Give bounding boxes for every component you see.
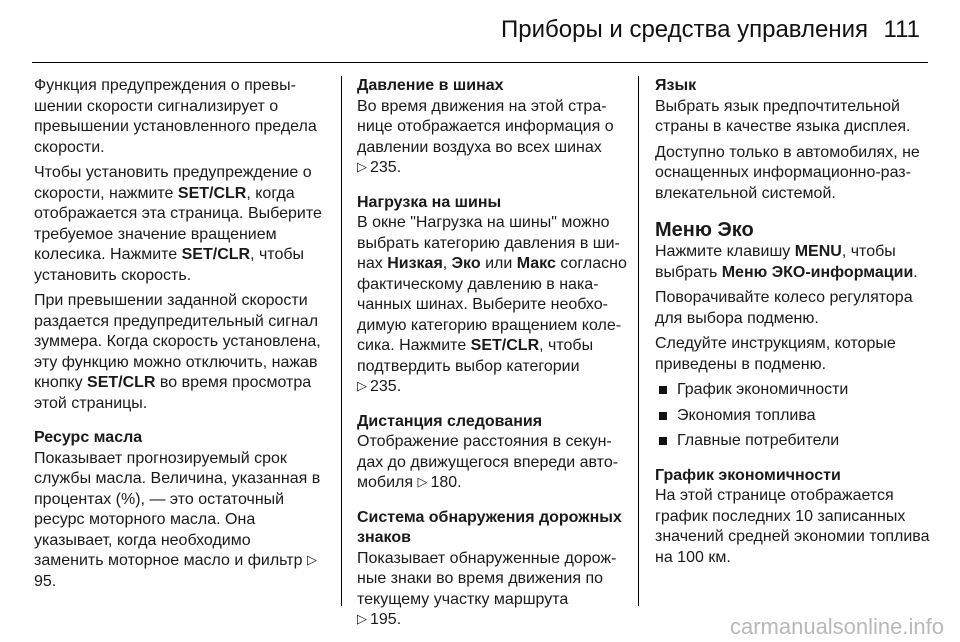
bullet-icon	[659, 412, 667, 420]
page-ref-icon: ▷	[417, 474, 428, 489]
bullet-icon	[659, 386, 667, 394]
page-ref-icon: ▷	[357, 378, 367, 393]
column-1	[34, 76, 324, 597]
speed-warning-setup: Чтобы установить предупреждение о скорости, нажмите SET/CLR, когда отображается эта страница. Выберите требуемое значение вращением колесика. Нажмите SET/CLR, чтобы установить скорость.	[34, 164, 322, 284]
set-clr-label: SET/CLR	[177, 184, 247, 202]
traffic-sign-text: Показывает обнаруженные дорожные знаки во время движения по текущему участку маршрута ▷ 195.	[357, 549, 617, 628]
eco-menu-heading: Меню Эко	[655, 219, 754, 241]
bullet-icon	[659, 437, 667, 445]
following-distance-heading: Дистанция следования	[357, 412, 543, 430]
page-title: Приборы и средства управления	[501, 16, 868, 43]
oil-life-heading: Ресурс масла	[34, 429, 143, 446]
page-number: 111	[883, 16, 920, 43]
tyre-load-heading: Нагрузка на шины	[357, 193, 502, 211]
page-ref-icon: ▷	[357, 159, 367, 174]
speed-warning-intro: Функция предупреждения о превышении скорости сигнализирует о превышении установленного предела скорости.	[34, 77, 317, 156]
speed-warning-alarm: При превышении заданной скорости раздается предупредительный сигнал зуммера. Когда скорость установлена, эту функцию можно отключить, нажав кнопку SET/CLR во время просмотра этой страницы.	[34, 292, 321, 412]
eco-menu-rotate: Поворачивайте колесо регулятора для выбора подменю.	[655, 289, 913, 327]
eco-menu-follow: Следуйте инструкциям, которые приведены в подменю.	[655, 335, 896, 373]
language-text: Выбрать язык предпочтительной страны в качестве языка дисплея.	[655, 97, 911, 135]
language-heading: Язык	[655, 77, 697, 94]
page-ref-icon: ▷	[306, 552, 317, 567]
page-ref[interactable]: 180.	[430, 474, 462, 491]
page-ref[interactable]: 195.	[370, 611, 402, 628]
eco-menu-text: Нажмите клавишу MENU, чтобы выбрать Меню ЭКО-информации.	[655, 243, 918, 281]
column-divider-2	[638, 76, 639, 606]
eco-submenu-list	[655, 380, 931, 452]
column-3	[655, 76, 931, 573]
list-item: График экономичности	[655, 380, 931, 401]
language-note: Доступно только в автомобилях, не оснащенных информационно-развлекательной системой.	[655, 143, 920, 202]
watermark: carmanualsonline.info	[729, 614, 944, 639]
menu-key-label: MENU	[794, 243, 842, 260]
set-clr-label: SET/CLR	[181, 246, 251, 263]
economy-graph-text: На этой странице отображается график последних 10 записанных значений средней экономии топлива на 100 км.	[655, 487, 930, 566]
oil-life-text: Показывает прогнозируемый срок службы масла. Величина, указанная в процентах (%), — это остаточный ресурс моторного масла. Она указывает, когда необходимо заменить моторное масло и фильтр ▷95.	[34, 449, 321, 590]
economy-graph-heading: График экономичности	[655, 466, 841, 484]
page-ref[interactable]: 95.	[34, 572, 57, 590]
page-header	[0, 0, 960, 62]
traffic-sign-heading: Система обнаружения дорожных знаков	[357, 508, 622, 546]
list-item: Главные потребители	[655, 431, 931, 452]
set-clr-label: SET/CLR	[87, 374, 156, 391]
column-2	[357, 76, 629, 636]
column-divider-1	[341, 76, 342, 606]
tyre-pressure-heading: Давление в шинах	[357, 77, 504, 94]
header-divider	[32, 62, 928, 63]
set-clr-label: SET/CLR	[470, 337, 540, 354]
list-item: Экономия топлива	[655, 406, 931, 427]
page-ref-icon: ▷	[357, 611, 367, 626]
following-distance-text: Отображение расстояния в секундах до движущегося впереди автомобиля ▷ 180.	[357, 433, 619, 491]
tyre-pressure-text: Во время движения на этой странице отображается информация о давлении воздуха во всех шинах ▷ 235.	[357, 97, 614, 176]
tyre-load-text: В окне "Нагрузка на шины" можно выбрать категорию давления в шинах Низкая, Эко или Макс согласно фактическому давлению в накачанных шинах. Выберите необходимую категорию вращением колесика. Нажмите SET/CLR, чтобы подтвердить выбор категории ▷ 235.	[357, 214, 627, 395]
page-ref[interactable]: 235.	[370, 159, 402, 176]
page-ref[interactable]: 235.	[370, 378, 402, 395]
